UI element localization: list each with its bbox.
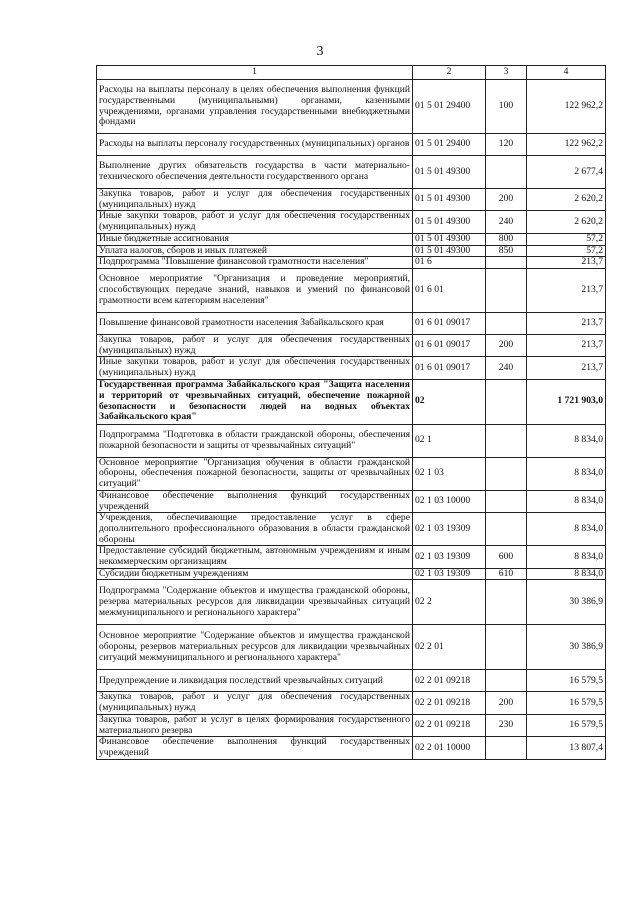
row-sum-cell: 30 386,9 bbox=[527, 580, 606, 625]
row-sum-cell: 2 620,2 bbox=[527, 211, 606, 233]
row-code-cell: 01 5 01 29400 bbox=[413, 80, 486, 134]
row-sum-cell: 16 579,5 bbox=[527, 692, 606, 714]
table-row bbox=[97, 379, 606, 424]
row-code-cell: 02 bbox=[413, 379, 486, 424]
row-name-cell: Расходы на выплаты персоналу государственных (муниципальных) органов bbox=[97, 134, 413, 156]
row-name-cell: Основное мероприятие "Организация обучения в области гражданской обороны, обеспечения пожарной безопасности, защиты от чрезвычайных ситуаций" bbox=[97, 457, 413, 490]
row-type-cell bbox=[486, 490, 527, 512]
row-type-cell: 800 bbox=[486, 233, 527, 245]
row-type-cell: 100 bbox=[486, 80, 527, 134]
page-number: 3 bbox=[316, 44, 324, 59]
row-sum-cell: 8 834,0 bbox=[527, 457, 606, 490]
row-type-cell bbox=[486, 625, 527, 670]
row-code-cell: 01 6 01 09017 bbox=[413, 334, 486, 356]
row-name-cell: Подпрограмма "Повышение финансовой грамотности населения" bbox=[97, 257, 413, 269]
row-code-cell: 01 5 01 29400 bbox=[413, 134, 486, 156]
row-name-cell: Уплата налогов, сборов и иных платежей bbox=[97, 245, 413, 257]
row-type-cell bbox=[486, 424, 527, 457]
table-row bbox=[97, 156, 606, 189]
table-row bbox=[97, 424, 606, 457]
row-type-cell: 230 bbox=[486, 714, 527, 736]
row-code-cell: 02 2 01 bbox=[413, 625, 486, 670]
row-sum-cell: 8 834,0 bbox=[527, 424, 606, 457]
table-row bbox=[97, 670, 606, 692]
row-name-cell: Субсидии бюджетным учреждениям bbox=[97, 568, 413, 580]
row-name-cell: Иные бюджетные ассигнования bbox=[97, 233, 413, 245]
row-code-cell: 02 2 01 09218 bbox=[413, 714, 486, 736]
row-type-cell bbox=[486, 513, 527, 546]
row-name-cell: Закупка товаров, работ и услуг в целях формирования государственного материального резерва bbox=[97, 714, 413, 736]
row-code-cell: 02 1 03 bbox=[413, 457, 486, 490]
row-sum-cell: 16 579,5 bbox=[527, 714, 606, 736]
row-sum-cell: 2 677,4 bbox=[527, 156, 606, 189]
row-type-cell bbox=[486, 580, 527, 625]
row-type-cell: 850 bbox=[486, 245, 527, 257]
table-row bbox=[97, 457, 606, 490]
row-code-cell: 01 5 01 49300 bbox=[413, 211, 486, 233]
table-row bbox=[97, 714, 606, 736]
row-sum-cell: 122 962,2 bbox=[527, 80, 606, 134]
row-type-cell bbox=[486, 379, 527, 424]
row-type-cell: 610 bbox=[486, 568, 527, 580]
row-name-cell: Подпрограмма "Содержание объектов и имущества гражданской обороны, резерва материальных ресурсов для ликвидации чрезвычайных ситуаций межмуниципального и регионального характера" bbox=[97, 580, 413, 625]
row-code-cell: 02 2 01 10000 bbox=[413, 737, 486, 759]
row-sum-cell: 8 834,0 bbox=[527, 513, 606, 546]
row-sum-cell: 8 834,0 bbox=[527, 490, 606, 512]
row-name-cell: Финансовое обеспечение выполнения функций государственных учреждений bbox=[97, 737, 413, 759]
row-type-cell: 240 bbox=[486, 357, 527, 379]
row-sum-cell: 16 579,5 bbox=[527, 670, 606, 692]
table-row bbox=[97, 312, 606, 334]
header-cell-4: 4 bbox=[527, 66, 606, 80]
row-type-cell: 200 bbox=[486, 692, 527, 714]
row-code-cell: 01 5 01 49300 bbox=[413, 156, 486, 189]
row-code-cell: 02 1 03 19309 bbox=[413, 568, 486, 580]
table-row bbox=[97, 546, 606, 568]
row-type-cell bbox=[486, 312, 527, 334]
row-name-cell: Иные закупки товаров, работ и услуг для обеспечения государственных (муниципальных) нужд bbox=[97, 357, 413, 379]
header-cell-3: 3 bbox=[486, 66, 527, 80]
row-sum-cell: 213,7 bbox=[527, 312, 606, 334]
row-name-cell: Выполнение других обязательств государства в части материально-технического обеспечения деятельности государственного органа bbox=[97, 156, 413, 189]
row-code-cell: 02 2 01 09218 bbox=[413, 670, 486, 692]
row-type-cell bbox=[486, 670, 527, 692]
row-name-cell: Закупка товаров, работ и услуг для обеспечения государственных (муниципальных) нужд bbox=[97, 189, 413, 211]
row-type-cell: 200 bbox=[486, 334, 527, 356]
row-code-cell: 02 1 03 10000 bbox=[413, 490, 486, 512]
budget-table bbox=[96, 65, 606, 760]
row-type-cell bbox=[486, 257, 527, 269]
row-type-cell: 600 bbox=[486, 546, 527, 568]
table-row bbox=[97, 692, 606, 714]
row-name-cell: Государственная программа Забайкальского края "Защита населения и территорий от чрезвычайных ситуаций, обеспечение пожарной безопасности и безопасности людей на водных объектах Забайкальского края" bbox=[97, 379, 413, 424]
row-type-cell bbox=[486, 156, 527, 189]
row-name-cell: Предупреждение и ликвидация последствий чрезвычайных ситуаций bbox=[97, 670, 413, 692]
row-name-cell: Основное мероприятие "Содержание объектов и имущества гражданской обороны, резервов материальных ресурсов для ликвидации чрезвычайных ситуаций межмуниципального и регионального характера" bbox=[97, 625, 413, 670]
table-row bbox=[97, 580, 606, 625]
table-header-row bbox=[97, 66, 606, 80]
row-name-cell: Закупка товаров, работ и услуг для обеспечения государственных (муниципальных) нужд bbox=[97, 334, 413, 356]
table-row bbox=[97, 513, 606, 546]
row-sum-cell: 57,2 bbox=[527, 245, 606, 257]
row-code-cell: 01 5 01 49300 bbox=[413, 245, 486, 257]
table-row bbox=[97, 245, 606, 257]
row-type-cell: 200 bbox=[486, 189, 527, 211]
header-cell-1: 1 bbox=[97, 66, 413, 80]
table-row bbox=[97, 357, 606, 379]
table-row bbox=[97, 334, 606, 356]
row-name-cell: Предоставление субсидий бюджетным, автономным учреждениям и иным некоммерческим организациям bbox=[97, 546, 413, 568]
table-row bbox=[97, 134, 606, 156]
row-name-cell: Иные закупки товаров, работ и услуг для обеспечения государственных (муниципальных) нужд bbox=[97, 211, 413, 233]
row-name-cell: Основное мероприятие "Организация и проведение мероприятий, способствующих передаче знаний, навыков и умений по финансовой грамотности всем категориям населения" bbox=[97, 268, 413, 312]
row-code-cell: 02 1 03 19309 bbox=[413, 546, 486, 568]
table-row bbox=[97, 268, 606, 312]
table-row bbox=[97, 625, 606, 670]
row-code-cell: 01 6 bbox=[413, 257, 486, 269]
table-row bbox=[97, 257, 606, 269]
row-sum-cell: 8 834,0 bbox=[527, 546, 606, 568]
row-code-cell: 02 1 bbox=[413, 424, 486, 457]
row-code-cell: 02 1 03 19309 bbox=[413, 513, 486, 546]
row-code-cell: 01 5 01 49300 bbox=[413, 189, 486, 211]
row-code-cell: 01 6 01 bbox=[413, 268, 486, 312]
table-row bbox=[97, 189, 606, 211]
row-type-cell bbox=[486, 457, 527, 490]
row-sum-cell: 8 834,0 bbox=[527, 568, 606, 580]
row-name-cell: Закупка товаров, работ и услуг для обеспечения государственных (муниципальных) нужд bbox=[97, 692, 413, 714]
row-type-cell bbox=[486, 737, 527, 759]
table-row bbox=[97, 233, 606, 245]
row-sum-cell: 213,7 bbox=[527, 334, 606, 356]
row-code-cell: 01 6 01 09017 bbox=[413, 312, 486, 334]
table-row bbox=[97, 80, 606, 134]
row-code-cell: 02 2 01 09218 bbox=[413, 692, 486, 714]
row-sum-cell: 2 620,2 bbox=[527, 189, 606, 211]
table-row bbox=[97, 490, 606, 512]
row-code-cell: 02 2 bbox=[413, 580, 486, 625]
row-name-cell: Финансовое обеспечение выполнения функций государственных учреждений bbox=[97, 490, 413, 512]
row-name-cell: Подпрограмма "Подготовка в области гражданской обороны, обеспечения пожарной безопасности и защиты от чрезвычайных ситуаций" bbox=[97, 424, 413, 457]
row-sum-cell: 1 721 903,0 bbox=[527, 379, 606, 424]
row-code-cell: 01 5 01 49300 bbox=[413, 233, 486, 245]
row-type-cell: 120 bbox=[486, 134, 527, 156]
table-row bbox=[97, 568, 606, 580]
table-row bbox=[97, 737, 606, 759]
row-type-cell bbox=[486, 268, 527, 312]
row-name-cell: Расходы на выплаты персоналу в целях обеспечения выполнения функций государственными (муниципальными) органами, казенными учреждениями, органами управления государственными внебюджетными фондами bbox=[97, 80, 413, 134]
row-name-cell: Повышение финансовой грамотности населения Забайкальского края bbox=[97, 312, 413, 334]
row-sum-cell: 213,7 bbox=[527, 357, 606, 379]
row-name-cell: Учреждения, обеспечивающие предоставление услуг в сфере дополнительного профессионального образования в области гражданской обороны bbox=[97, 513, 413, 546]
row-sum-cell: 57,2 bbox=[527, 233, 606, 245]
row-sum-cell: 122 962,2 bbox=[527, 134, 606, 156]
table-body bbox=[97, 80, 606, 760]
table-row bbox=[97, 211, 606, 233]
row-sum-cell: 213,7 bbox=[527, 268, 606, 312]
row-sum-cell: 213,7 bbox=[527, 257, 606, 269]
row-sum-cell: 30 386,9 bbox=[527, 625, 606, 670]
header-cell-2: 2 bbox=[413, 66, 486, 80]
row-type-cell: 240 bbox=[486, 211, 527, 233]
row-sum-cell: 13 807,4 bbox=[527, 737, 606, 759]
row-code-cell: 01 6 01 09017 bbox=[413, 357, 486, 379]
